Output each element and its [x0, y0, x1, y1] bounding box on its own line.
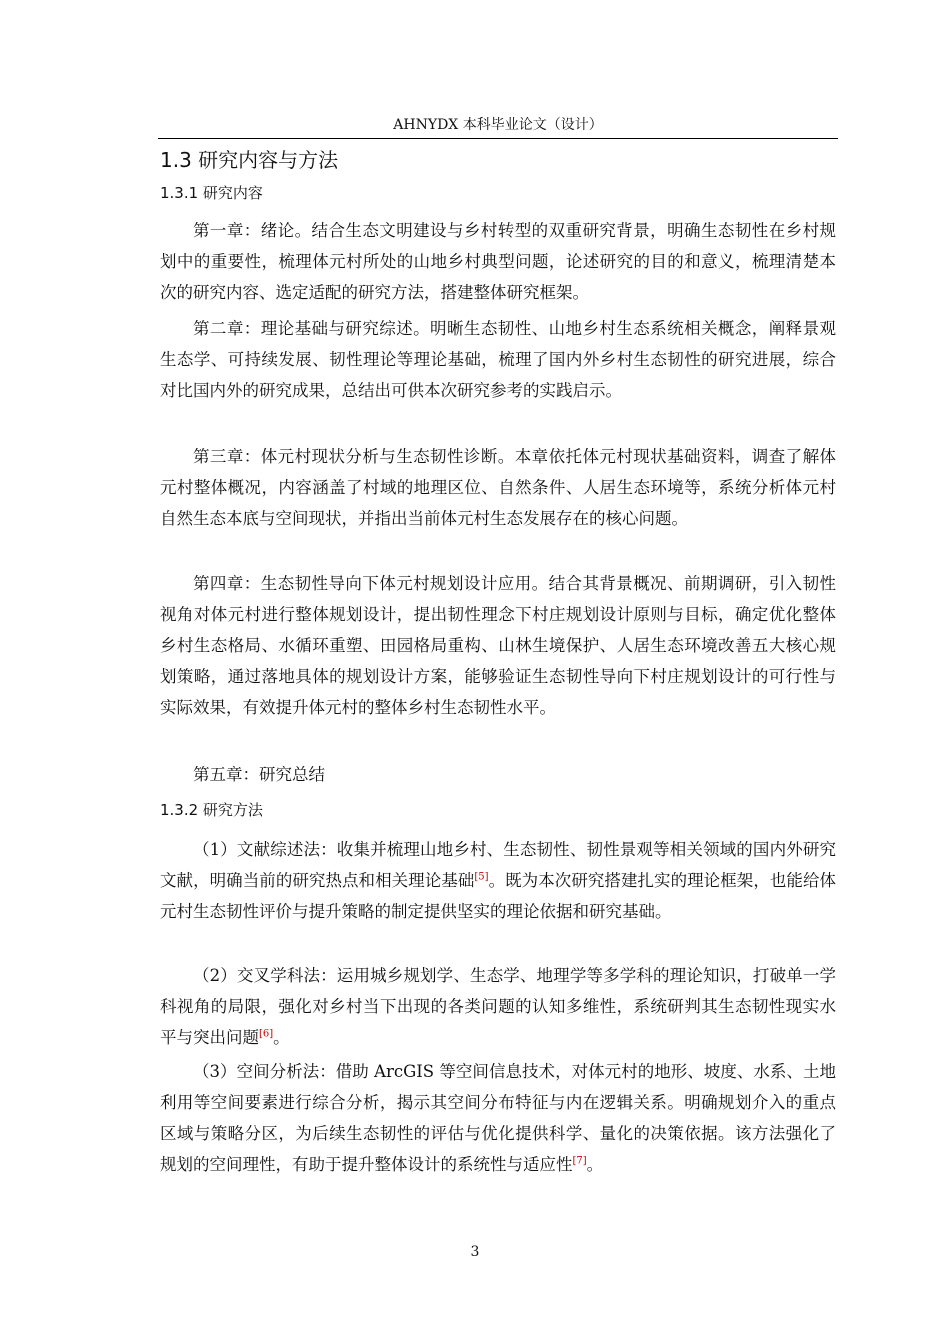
- method-3-tail: 。: [586, 1155, 604, 1174]
- section-heading: 1.3 研究内容与方法: [160, 148, 339, 172]
- header-divider: [158, 138, 838, 139]
- paragraph-chapter-3: 第三章：体元村现状分析与生态韧性诊断。本章依托体元村现状基础资料，调查了解体元村整体概况，内容涵盖了村域的地理区位、自然条件、人居生态环境等，系统分析体元村自然生态本底与空间现状，并指出当前体元村生态发展存在的核心问题。: [160, 447, 836, 528]
- method-3-text: （3）空间分析法：借助 ArcGIS 等空间信息技术，对体元村的地形、坡度、水系、土地利用等空间要素进行综合分析，揭示其空间分布特征与内在逻辑关系。明确规划介入的重点区域与策略分区，为后续生态韧性的评估与优化提供科学、量化的决策依据。该方法强化了规划的空间理性，有助于提升整体设计的系统性与适应性: [160, 1062, 836, 1174]
- paragraph-chapter-2: 第二章：理论基础与研究综述。明晰生态韧性、山地乡村生态系统相关概念，阐释景观生态学、可持续发展、韧性理论等理论基础，梳理了国内外乡村生态韧性的研究进展，综合对比国内外的研究成果，总结出可供本次研究参考的实践启示。: [160, 319, 836, 400]
- paragraph-chapter-5: 第五章：研究总结: [193, 765, 325, 784]
- subsection-heading-content: 1.3.1 研究内容: [160, 184, 263, 202]
- paragraph-chapter-4: 第四章：生态韧性导向下体元村规划设计应用。结合其背景概况、前期调研，引入韧性视角对体元村进行整体规划设计，提出韧性理念下村庄规划设计原则与目标，确定优化整体乡村生态格局、水循环重塑、田园格局重构、山林生境保护、人居生态环境改善五大核心规划策略，通过落地具体的规划设计方案，能够验证生态韧性导向下村庄规划设计的可行性与实际效果，有效提升体元村的整体乡村生态韧性水平。: [160, 574, 836, 717]
- citation-5[interactable]: [5]: [474, 871, 489, 883]
- citation-7[interactable]: [7]: [572, 1155, 587, 1167]
- method-2-text: （2）交叉学科法：运用城乡规划学、生态学、地理学等多学科的理论知识，打破单一学科视角的局限，强化对乡村当下出现的各类问题的认知多维性，系统研判其生态韧性现实水平与突出问题: [160, 966, 836, 1047]
- paragraph-method-1: [160, 834, 836, 927]
- page-number: 3: [470, 1244, 480, 1260]
- running-header: AHNYDX 本科毕业论文（设计）: [393, 117, 603, 133]
- method-1-text: （1）文献综述法：收集并梳理山地乡村、生态韧性、韧性景观等相关领域的国内外研究文献，明确当前的研究热点和相关理论基础: [160, 840, 836, 890]
- paragraph-method-3: [160, 1056, 836, 1180]
- paragraph-method-2: [160, 960, 836, 1053]
- subsection-heading-methods: 1.3.2 研究方法: [160, 801, 263, 819]
- method-1-tail: 。既为本次研究搭建扎实的理论框架，也能给体元村生态韧性评价与提升策略的制定提供坚实的理论依据和研究基础。: [160, 871, 837, 921]
- method-2-tail: 。: [273, 1028, 290, 1047]
- paragraph-chapter-1: 第一章：绪论。结合生态文明建设与乡村转型的双重研究背景，明确生态韧性在乡村规划中的重要性，梳理体元村所处的山地乡村典型问题，论述研究的目的和意义，梳理清楚本次的研究内容、选定适配的研究方法，搭建整体研究框架。: [160, 221, 836, 302]
- citation-6[interactable]: [6]: [259, 1028, 274, 1040]
